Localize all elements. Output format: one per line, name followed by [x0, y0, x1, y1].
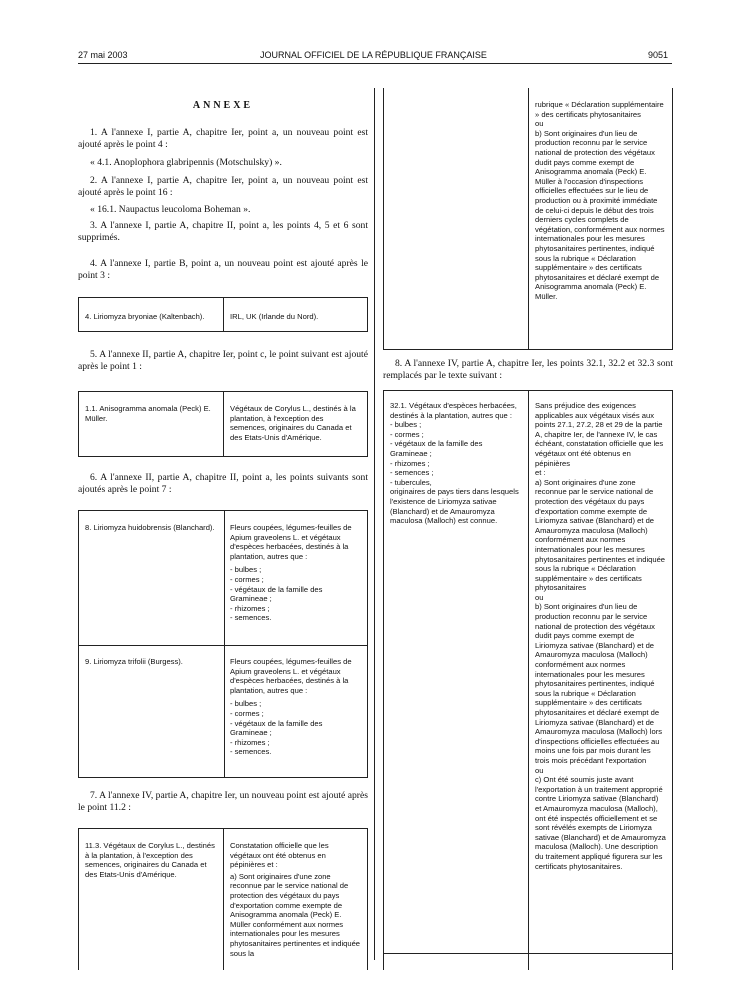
- list-item: - semences.: [230, 747, 272, 757]
- requirement-or: ou: [535, 119, 544, 129]
- paragraph-4: 4. A l'annexe I, partie B, point a, un nouveau point est ajouté après le point 3 :: [78, 258, 368, 281]
- requirement-and: et :: [535, 468, 546, 478]
- table-cell-organism: 1.1. Anisogramma anomala (Peck) E. Müller.: [79, 392, 224, 456]
- table-cell-organism: 9. Liriomyza trifolii (Burgess).: [85, 657, 183, 666]
- requirement-or: ou: [535, 765, 544, 775]
- table-cell-plants: [384, 391, 529, 970]
- list-item: - rhizomes ;: [390, 458, 430, 468]
- requirement-intro: Constatation officielle que les végétaux ont été obtenus en pépinières et :: [230, 841, 329, 870]
- paragraph-2: 2. A l'annexe I, partie A, chapitre Ier, point a, un nouveau point est ajouté après le point 16 :: [78, 175, 368, 198]
- table-annex-4a-32: [383, 390, 673, 970]
- list-item: - cormes ;: [230, 574, 264, 584]
- table-cell-plants: 11.3. Végétaux de Corylus L., destinés à la plantation, à l'exception des semences, originaires du Canada et des Etats-Unis d'Amérique.: [79, 829, 224, 970]
- table-cell-plants: Végétaux de Corylus L., destinés à la plantation, à l'exception des semences, originaires du Canada et des Etats-Unis d'Amérique.: [230, 404, 356, 442]
- list-item: - végétaux de la famille des Gramineae ;: [230, 718, 323, 738]
- paragraph-2-quote: « 16.1. Naupactus leucoloma Boheman ».: [90, 204, 251, 215]
- list-item: - semences.: [230, 613, 272, 623]
- requirement-intro: rubrique « Déclaration supplémentaire » des certificats phytosanitaires: [535, 100, 664, 119]
- paragraph-1-quote: « 4.1. Anoplophora glabripennis (Motschulsky) ».: [90, 157, 282, 168]
- paragraph-6: 6. A l'annexe II, partie A, chapitre II, point a, les points suivants sont ajoutés après le point 7 :: [78, 472, 368, 495]
- requirement-b: b) Sont originaires d'un lieu de production reconnu par le service national de protection des végétaux dudit pays comme exempt de Anisogramma anomala (Peck) E. Müller à l'occasion d'inspections officielles effectuées sur le lieu de production ou à proximité immédiate de celui-ci depuis le début des trois derniers cycles complets de végétation, conformément aux normes internationales pour les mesures phytosanitaires pertinentes, indiqué sous la rubrique « Déclaration supplémentaire » des certificats phytosanitaires et déclaré exempt de Anisogramma anomala (Peck) E. Müller.: [535, 128, 665, 301]
- table-annex-4a: [78, 828, 368, 970]
- table-cell-zone: IRL, UK (Irlande du Nord).: [230, 312, 319, 321]
- plants-heading: 32.1. Végétaux d'espèces herbacées, destinés à la plantation, autres que :: [390, 401, 517, 420]
- list-item: - bulbes ;: [230, 565, 262, 575]
- list-item: - cormes ;: [390, 429, 424, 439]
- exclusion-list: [230, 565, 361, 623]
- table-cell-plants: [224, 645, 367, 763]
- plants-description: Fleurs coupées, légumes-feuilles de Apium graveolens L. et végétaux d'espèces herbacées, destinés à la plantation, autres que :: [230, 657, 352, 695]
- paragraph-5: 5. A l'annexe II, partie A, chapitre Ier, point c, le point suivant est ajouté après le point 1 :: [78, 349, 368, 372]
- paragraph-3: 3. A l'annexe I, partie A, chapitre II, point a, les points 4, 5 et 6 sont supprimés.: [78, 220, 368, 243]
- plants-origin: originaires de pays tiers dans lesquels l'existence de Liriomyza sativae (Blanchard) et de Amauromyza maculosa (Malloch) est connue.: [390, 487, 519, 526]
- list-item: - végétaux de la famille des Gramineae ;: [390, 439, 483, 458]
- header-rule: [78, 63, 672, 64]
- annex-title: ANNEXE: [192, 100, 254, 111]
- list-item: - bulbes ;: [390, 420, 422, 430]
- paragraph-8: 8. A l'annexe IV, partie A, chapitre Ier, les points 32.1, 32.2 et 32.3 sont remplacés par le texte suivant :: [383, 358, 673, 381]
- table-cell-plants: [224, 511, 367, 629]
- table-cell-empty: [384, 88, 529, 349]
- requirement-a: a) Sont originaires d'une zone reconnue par le service national de protection des végétaux du pays d'exportation comme exempte de Anisogramma anomala (Peck) E. Müller conformément aux normes internationales pour les mesures phytosanitaires pertinentes et indiquée sous la: [230, 871, 361, 958]
- paragraph-7: 7. A l'annexe IV, partie A, chapitre Ier, un nouveau point est ajouté après le point 11.2 :: [78, 790, 368, 813]
- table-cell-requirements: [224, 829, 367, 970]
- exclusion-list: [230, 699, 361, 757]
- exclusion-list: [390, 420, 522, 487]
- list-item: - cormes ;: [230, 708, 264, 718]
- header-journal: JOURNAL OFFICIEL DE LA RÉPUBLIQUE FRANÇAISE: [260, 50, 487, 60]
- requirement-b: b) Sont originaires d'un lieu de production reconnu par le service national de protection des végétaux dudit pays comme exempt de Liriomyza sativae (Blanchard) et de Amauromyza maculosa (Malloch) conformément aux normes internationales pour les mesures phytosanitaires pertinentes, indiqué sous la rubrique « Déclaration supplémentaire » des certificats phytosanitaires et déclaré exempt de Liriomyza sativae (Blanchard) et de Amauromyza maculosa (Malloch) lors d'inspections officielles effectuées au moins une fois par mois durant les trois mois précédant l'exportation: [535, 602, 663, 765]
- list-item: - rhizomes ;: [230, 603, 270, 613]
- list-item: - végétaux de la famille des Gramineae ;: [230, 584, 323, 604]
- table-annex-2a-c: [78, 391, 368, 457]
- table-cell-requirements: [529, 391, 672, 970]
- requirement-c: c) Ont été soumis juste avant l'exportation à un traitement approprié contre Liriomyza sativae (Blanchard) et Amauromyza maculosa (Malloch), ont été inspectés officiellement et se sont révélés exempts de Liriomyza sativae (Blanchard) et de Amauromyza maculosa (Malloch). Une description du traitement appliqué figurera sur les certificats phytosanitaires.: [535, 775, 666, 871]
- list-item: - bulbes ;: [230, 699, 262, 709]
- table-annex-1b: [78, 297, 368, 332]
- list-item: - tubercules,: [390, 477, 432, 487]
- requirement-or: ou: [535, 592, 544, 602]
- table-cell-requirements: [529, 88, 672, 349]
- header-date: 27 mai 2003: [78, 50, 128, 60]
- table-annex-2a-ii: [78, 510, 368, 778]
- paragraph-1: 1. A l'annexe I, partie A, chapitre Ier, point a, un nouveau point est ajouté après le point 4 :: [78, 127, 368, 150]
- requirement-a: a) Sont originaires d'une zone reconnue par le service national de protection des végétaux du pays d'exportation comme exempte de Liriomyza sativae (Blanchard) et de Amauromyza maculosa (Malloch) conformément aux normes internationales pour les mesures phytosanitaires pertinentes et indiquée sous la rubrique « Déclaration supplémentaire » des certificats phytosanitaires: [535, 477, 666, 593]
- plants-description: Fleurs coupées, légumes-feuilles de Apium graveolens L. et végétaux d'espèces herbacées, destinés à la plantation, autres que :: [230, 523, 352, 561]
- list-item: - semences ;: [390, 468, 434, 478]
- column-divider: [374, 88, 375, 960]
- table-cell-organism: 4. Liriomyza bryoniae (Kaltenbach).: [79, 298, 224, 331]
- header-page-number: 9051: [648, 50, 669, 60]
- table-cell-organism: 8. Liriomyza huidobrensis (Blanchard).: [85, 523, 215, 532]
- table-annex-4a-continued: [383, 88, 673, 350]
- list-item: - rhizomes ;: [230, 737, 270, 747]
- requirement-intro: Sans préjudice des exigences applicables aux végétaux visés aux points 27.1, 27.2, 28 et 29 de la partie A, chapitre Ier, de l'annexe IV, le cas échéant, constatation officielle que les végétaux ont été obtenus en pépinières: [535, 401, 664, 468]
